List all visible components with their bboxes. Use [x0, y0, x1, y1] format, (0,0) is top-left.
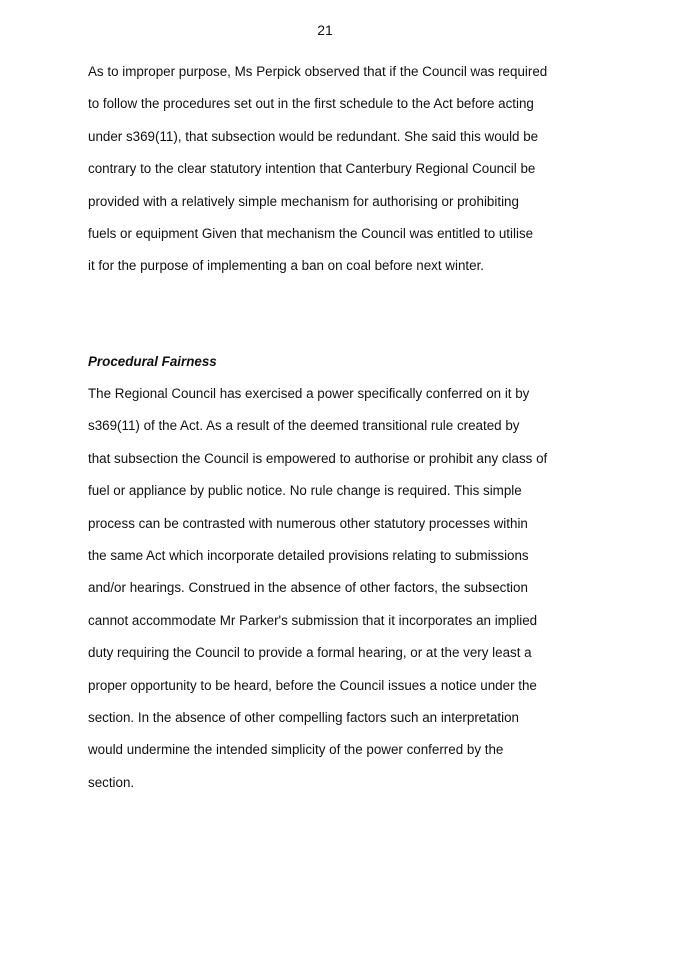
text-line: The Regional Council has exercised a power specifically conferred on it by — [88, 386, 530, 401]
text-line: fuels or equipment Given that mechanism the Council was entitled to utilise — [88, 225, 534, 241]
text-line: section. In the absence of other compelling factors such an interpretation — [88, 709, 519, 725]
text-line: s369(11) of the Act. As a result of the deemed transitional rule created by — [88, 418, 520, 434]
text-line: would undermine the intended simplicity of the power conferred by the — [88, 742, 504, 758]
page-number: 21 — [317, 22, 333, 38]
paragraph-procedural-fairness — [88, 386, 588, 807]
text-line: section. — [88, 774, 135, 790]
text-line: and/or hearings. Construed in the absence of other factors, the subsection — [88, 580, 528, 596]
text-line: the same Act which incorporate detailed provisions relating to submissions — [88, 547, 529, 563]
paragraph-improper-purpose — [88, 64, 588, 291]
text-line: that subsection the Council is empowered to authorise or prohibit any class of — [88, 450, 548, 466]
text-line: it for the purpose of implementing a ban on coal before next winter. — [88, 258, 485, 274]
text-line: to follow the procedures set out in the first schedule to the Act before acting — [88, 96, 534, 112]
text-line: As to improper purpose, Ms Perpick observed that if the Council was required — [88, 64, 548, 79]
text-line: under s369(11), that subsection would be redundant. She said this would be — [88, 128, 539, 144]
text-line: proper opportunity to be heard, before the Council issues a notice under the — [88, 677, 537, 693]
text-line: cannot accommodate Mr Parker's submission that it incorporates an implied — [88, 612, 538, 628]
text-line: process can be contrasted with numerous other statutory processes within — [88, 515, 528, 531]
text-line: duty requiring the Council to provide a formal hearing, or at the very least a — [88, 645, 532, 661]
text-line: contrary to the clear statutory intention that Canterbury Regional Council be — [88, 161, 536, 177]
text-line: fuel or appliance by public notice. No rule change is required. This simple — [88, 483, 522, 499]
section-heading: Procedural Fairness — [88, 354, 217, 369]
text-line: provided with a relatively simple mechanism for authorising or prohibiting — [88, 193, 519, 209]
